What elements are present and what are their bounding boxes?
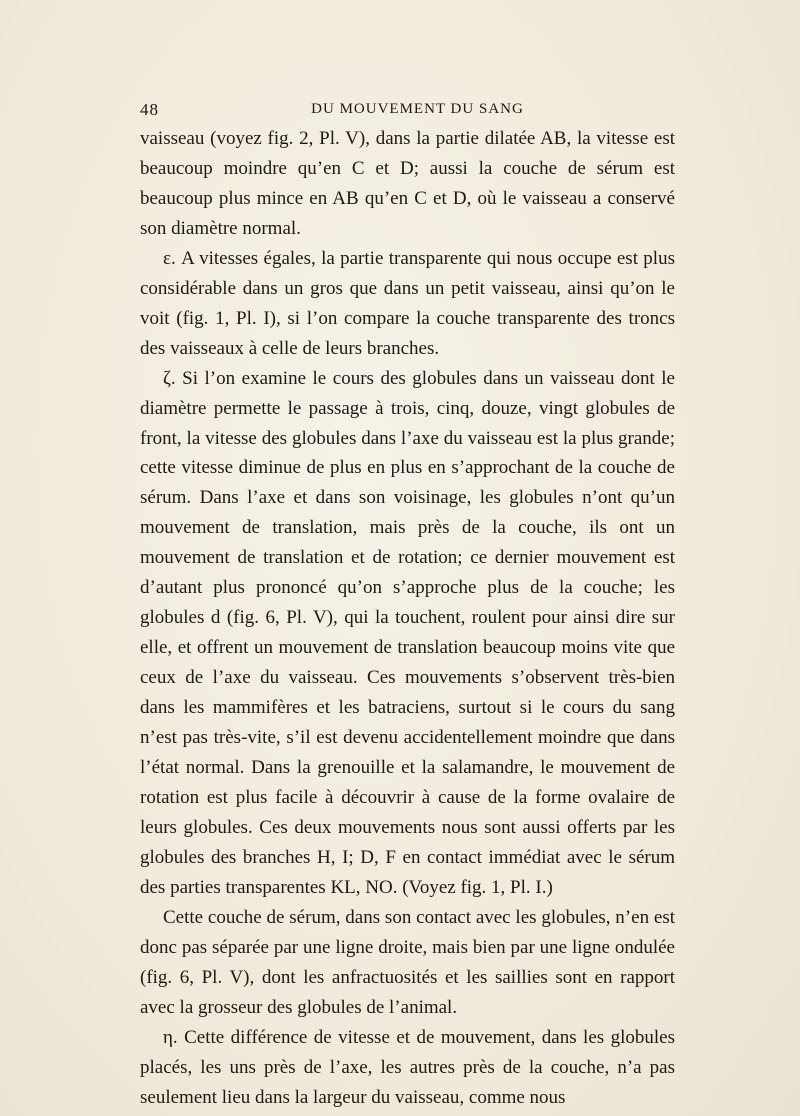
paragraph-epsilon: ε. A vitesses égales, la partie transparente qui nous occupe est plus considérable dans un gros que dans un petit vaisseau, ainsi qu’on le voit (fig. 1, Pl. I), si l’on compare la couche transparente des troncs des vaisseaux à celle de leurs branches. <box>140 247 675 359</box>
paragraph-serum-layer: Cette couche de sérum, dans son contact avec les globules, n’en est donc pas séparée par une ligne droite, mais bien par une ligne ondulée (fig. 6, Pl. V), dont les anfractuosités et les saillies sont en rapport avec la grosseur des globules de l’animal. <box>140 906 675 1018</box>
page-number: 48 <box>140 100 159 119</box>
paragraph-continued: vaisseau (voyez fig. 2, Pl. V), dans la partie dilatée AB, la vitesse est beaucoup moindre qu’en C et D; aussi la couche de sérum est beaucoup plus mince en AB qu’en C et D, où le vaisseau a conservé son diamètre normal. <box>140 128 675 239</box>
paragraph-zeta: ζ. Si l’on examine le cours des globules dans un vaisseau dont le diamètre permette le passage à trois, cinq, douze, vingt globules de front, la vitesse des globules dans l’axe du vaisseau est la plus grande; cette vitesse diminue de plus en plus en s’approchant de la couche de sérum. Dans l’axe et dans son voisinage, les globules n’ont qu’un mouvement de translation, mais près de la couche, ils ont un mouvement de translation et de rotation; ce dernier mouvement est d’autant plus prononcé qu’on s’approche plus de la couche; les globules d (fig. 6, Pl. V), qui la touchent, roulent pour ainsi dire sur elle, et offrent un mouvement de translation beaucoup moins vite que ceux de l’axe du vaisseau. Ces mouvements s’observent très-bien dans les mammifères et les batraciens, surtout si le cours du sang n’est pas très-vite, s’il est devenu accidentellement moindre que dans l’état normal. Dans la grenouille et la salamandre, le mouvement de rotation est plus facile à découvrir à cause de la forme ovalaire de leurs globules. Ces deux mouvements nous sont aussi offerts par les globules des branches H, I; D, F en contact immédiat avec le sérum des parties transparentes KL, NO. (Voyez fig. 1, Pl. I.) <box>140 367 675 898</box>
running-head: DU MOUVEMENT DU SANG <box>311 101 524 117</box>
paragraph-eta: η. Cette différence de vitesse et de mouvement, dans les globules placés, les uns près de l’axe, les autres près de la couche, n’a pas seulement lieu dans la largeur du vaisseau, comme nous <box>140 1026 675 1108</box>
page-header <box>140 100 675 124</box>
body-text <box>140 124 675 1112</box>
